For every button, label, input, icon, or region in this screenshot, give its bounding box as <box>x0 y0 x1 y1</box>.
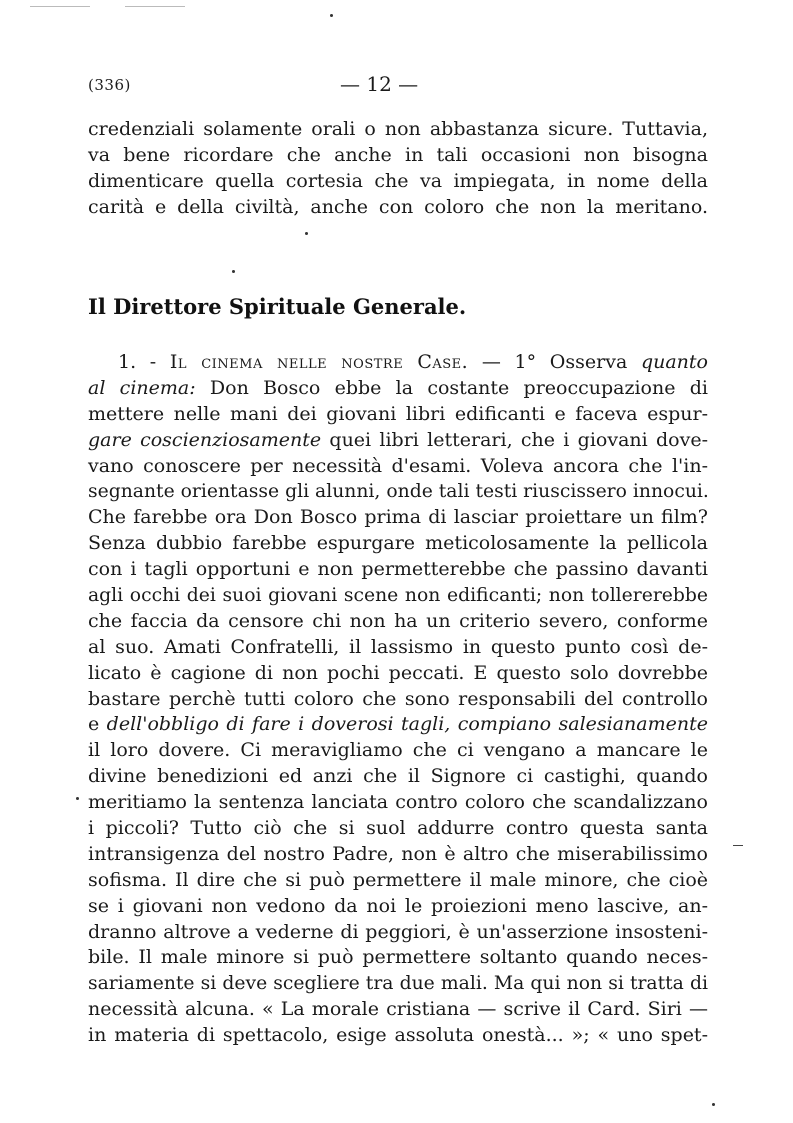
text-line: agli occhi dei suoi giovani scene non edificanti; non tollererebbe <box>88 585 708 607</box>
scan-speck <box>232 270 235 273</box>
text-line: meritiamo la sentenza lanciata contro coloro che scandalizzano <box>88 791 708 814</box>
scan-speck <box>76 797 79 800</box>
text-line: va bene ricordare che anche in tali occasioni non bisogna <box>88 143 708 166</box>
italic-text: dell'obbligo di fare i doverosi tagli, compiano salesianamente <box>106 713 708 736</box>
text-line: licato è cagione di non pochi peccati. E questo solo dovrebbe <box>88 661 708 684</box>
text-line: sariamente si deve scegliere tra due mali. Ma qui non si tratta di <box>88 973 708 995</box>
text-line: in materia di spettacolo, esige assoluta onestà... »; « uno spet- <box>88 1024 708 1047</box>
text-line <box>88 350 708 376</box>
text-line: con i tagli opportuni e non permetterebbe che passino davanti <box>88 558 708 581</box>
text-line: vano conoscere per necessità d'esami. Voleva ancora che l'in- <box>88 454 708 477</box>
text-line <box>88 376 708 402</box>
text-line: credenziali solamente orali o non abbastanza sicure. Tuttavia, <box>88 118 708 140</box>
italic-text: quanto <box>640 351 708 373</box>
text-line: dranno altrove a vederne di peggiori, è un'asserzione insosteni- <box>88 920 708 943</box>
scan-speck <box>712 1103 715 1106</box>
page-code: (336) <box>88 76 131 94</box>
scan-mark <box>733 845 743 846</box>
item-heading: Il cinema nelle nostre Case. <box>169 351 469 373</box>
text-line: il loro dovere. Ci meravigliamo che ci vengano a mancare le <box>88 739 708 762</box>
line-text: quei libri letterari, che i giovani dove- <box>329 428 708 451</box>
text-line: carità e della civiltà, anche con coloro che non la meritano. <box>88 195 708 218</box>
line-text: Don Bosco ebbe la costante preoccupazione di <box>209 376 708 399</box>
intro-paragraph <box>88 117 708 221</box>
item-number: 1. - <box>118 351 157 373</box>
text-line: i piccoli? Tutto ciò che si suol addurre contro questa santa <box>88 817 708 840</box>
text-line: bastare perchè tutti coloro che sono responsabili del controllo <box>88 687 708 710</box>
scan-mark <box>30 6 90 7</box>
text-line: necessità alcuna. « La morale cristiana — scrive il Card. Siri — <box>88 998 708 1021</box>
italic-text: al cinema: <box>88 376 196 399</box>
text-line: sofisma. Il dire che si può permettere il male minore, che cioè <box>88 868 708 891</box>
text-line: segnante orientasse gli alunni, onde tali testi riuscissero innocui. <box>88 481 709 503</box>
text-line: Che farebbe ora Don Bosco prima di lasciar proiettare un film? <box>88 506 708 529</box>
text-line: che faccia da censore chi non ha un criterio severo, conforme <box>88 609 708 632</box>
body-paragraph <box>88 350 708 1049</box>
text-line: dimenticare quella cortesia che va impiegata, in nome della <box>88 169 708 192</box>
text-line <box>88 712 708 738</box>
italic-text: gare coscienziosamente <box>88 428 322 451</box>
section-title: Il Direttore Spirituale Generale. <box>88 294 467 319</box>
scan-speck <box>330 14 333 17</box>
heading-dash-text: — 1° Osserva <box>481 351 628 373</box>
text-line: mettere nelle mani dei giovani libri edificanti e faceva espur- <box>88 402 708 425</box>
text-line: se i giovani non vedono da noi le proiezioni meno lascive, an- <box>88 894 708 917</box>
text-line: bile. Il male minore si può permettere soltanto quando neces- <box>88 946 708 969</box>
line-text: e <box>88 713 100 736</box>
scan-mark <box>125 6 185 7</box>
page-header <box>88 72 708 102</box>
text-line: divine benedizioni ed anzi che il Signore ci castighi, quando <box>88 765 708 788</box>
text-line <box>88 428 708 454</box>
scan-speck <box>305 232 308 235</box>
text-line: Senza dubbio farebbe espurgare meticolosamente la pellicola <box>88 532 708 555</box>
page-number: — 12 — <box>340 72 419 96</box>
text-line: al suo. Amati Confratelli, il lassismo in questo punto così de- <box>88 635 708 658</box>
text-line: intransigenza del nostro Padre, non è altro che miserabilissimo <box>88 842 708 865</box>
